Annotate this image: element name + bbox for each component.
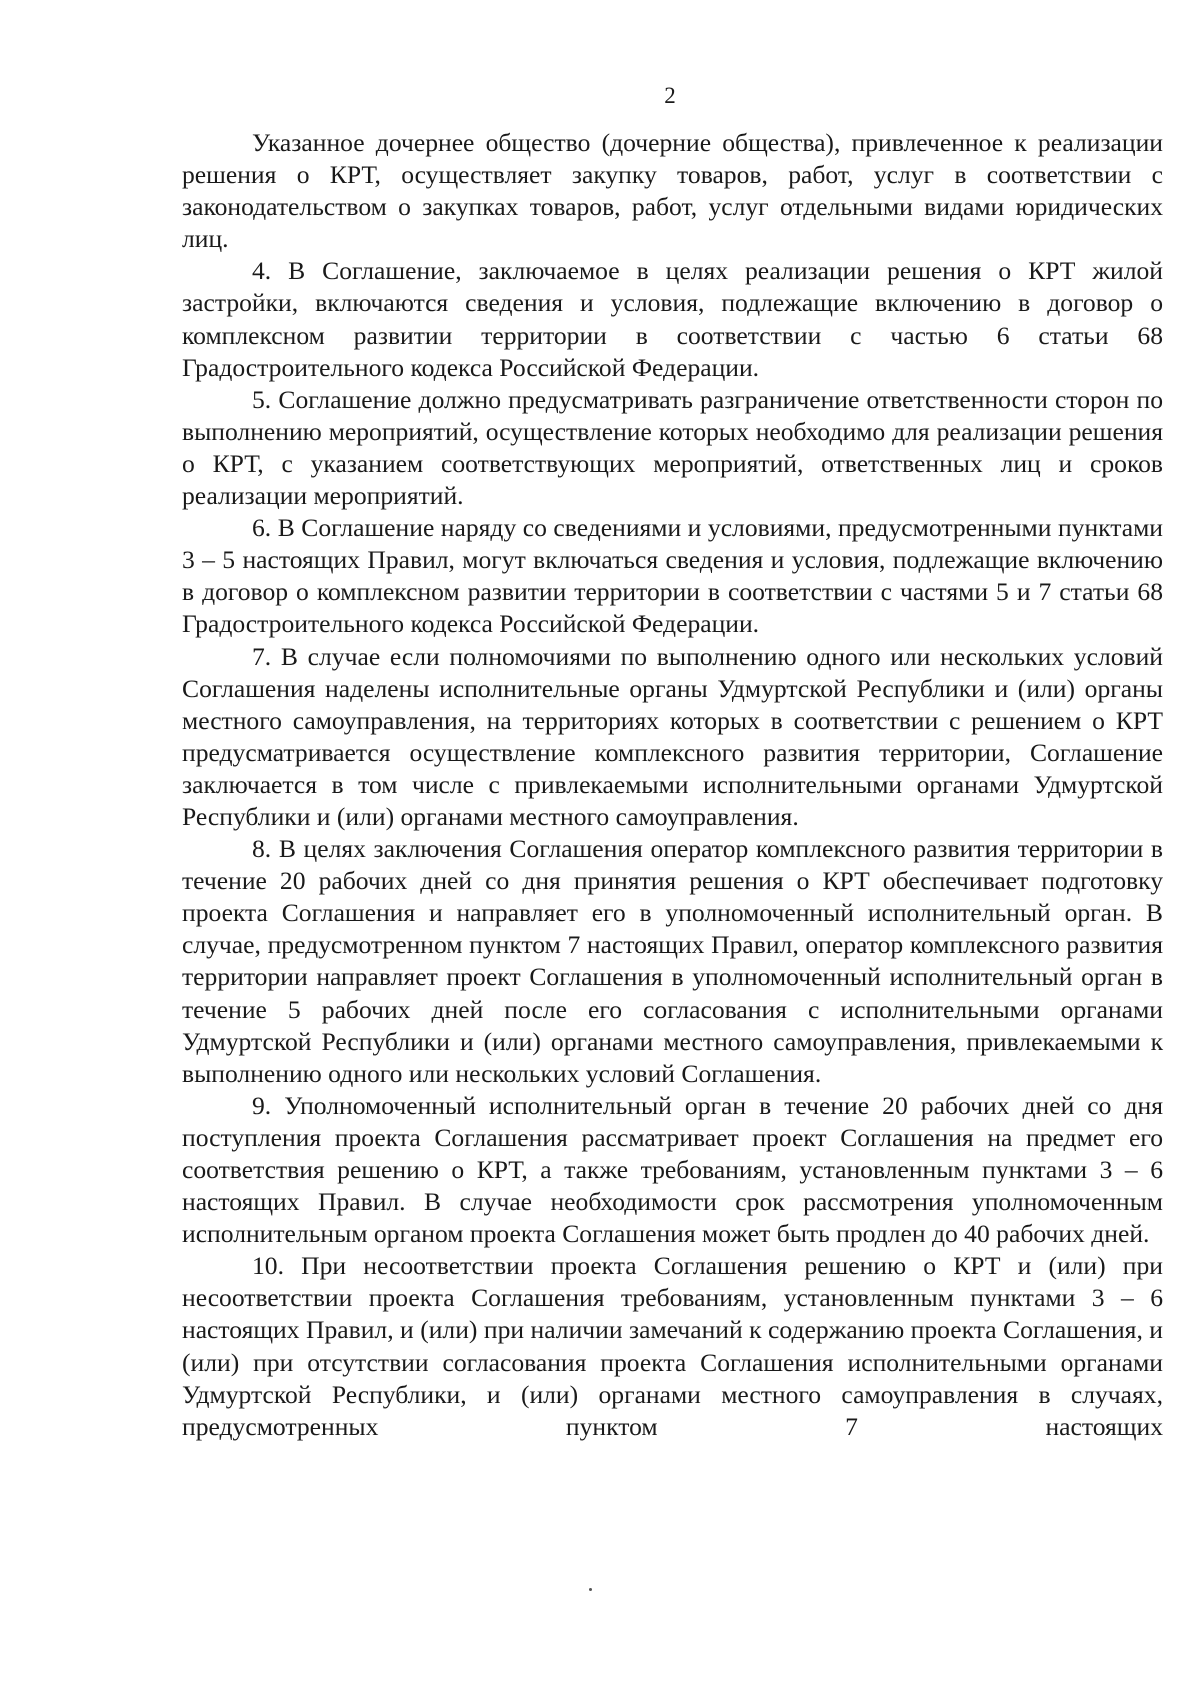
paragraph-item-8: 8. В целях заключения Соглашения оператор комплексного развития территории в течение 20 рабочих дней со дня принятия решения о КРТ обеспечивает подготовку проекта Соглашения и направляет его в уполномоченный исполнительный орган. В случае, предусмотренном пунктом 7 настоящих Правил, оператор комплексного развития территории направляет проект Соглашения в уполномоченный исполнительный орган в течение 5 рабочих дней после его согласования с исполнительными органами Удмуртской Республики и (или) органами местного самоуправления, привлекаемыми к выполнению одного или нескольких условий Соглашения. — [182, 834, 1163, 1088]
paragraph-item-6: 6. В Соглашение наряду со сведениями и условиями, предусмотренными пунктами 3 – 5 настоящих Правил, могут включаться сведения и условия, подлежащие включению в договор о комплексном развитии территории в соответствии с частями 5 и 7 статьи 68 Градостроительного кодекса Российской Федерации. — [182, 513, 1163, 639]
paragraph-item-10: 10. При несоответствии проекта Соглашения решению о КРТ и (или) при несоответствии проекта Соглашения требованиям, установленным пунктами 3 – 6 настоящих Правил, и (или) при наличии замечаний к содержанию проекта Соглашения, и (или) при отсутствии согласования проекта Соглашения исполнительными органами Удмуртской Республики, и (или) органами местного самоуправления в случаях, предусмотренных пунктом 7 настоящих — [182, 1251, 1163, 1441]
paragraph-subsidiary-procurement: Указанное дочернее общество (дочерние общества), привлеченное к реализации решения о КРТ, осуществляет закупку товаров, работ, услуг в соответствии с законодательством о закупках товаров, работ, услуг отдельными видами юридических лиц. — [182, 128, 1163, 254]
paragraph-item-7: 7. В случае если полномочиями по выполнению одного или нескольких условий Соглашения наделены исполнительные органы Удмуртской Республики и (или) органы местного самоуправления, на территориях которых в соответствии с решением о КРТ предусматривается осуществление комплексного развития территории, Соглашение заключается в том числе с привлекаемыми исполнительными органами Удмуртской Республики и (или) органами местного самоуправления. — [182, 641, 1163, 831]
scan-dot-mark — [589, 1588, 592, 1591]
paragraph-item-4: 4. В Соглашение, заключаемое в целях реализации решения о КРТ жилой застройки, включаются сведения и условия, подлежащие включению в договор о комплексном развитии территории в соответствии с частью 6 статьи 68 Градостроительного кодекса Российской Федерации. — [182, 256, 1163, 382]
page-number: 2 — [664, 83, 676, 108]
document-body — [182, 127, 1163, 1443]
paragraph-item-5: 5. Соглашение должно предусматривать разграничение ответственности сторон по выполнению мероприятий, осуществление которых необходимо для реализации решения о КРТ, с указанием соответствующих мероприятий, ответственных лиц и сроков реализации мероприятий. — [182, 384, 1163, 511]
paragraph-item-9: 9. Уполномоченный исполнительный орган в течение 20 рабочих дней со дня поступления проекта Соглашения рассматривает проект Соглашения на предмет его соответствия решению о КРТ, а также требованиям, установленным пунктами 3 – 6 настоящих Правил. В случае необходимости срок рассмотрения уполномоченным исполнительным органом проекта Соглашения может быть продлен до 40 рабочих дней. — [182, 1090, 1163, 1249]
